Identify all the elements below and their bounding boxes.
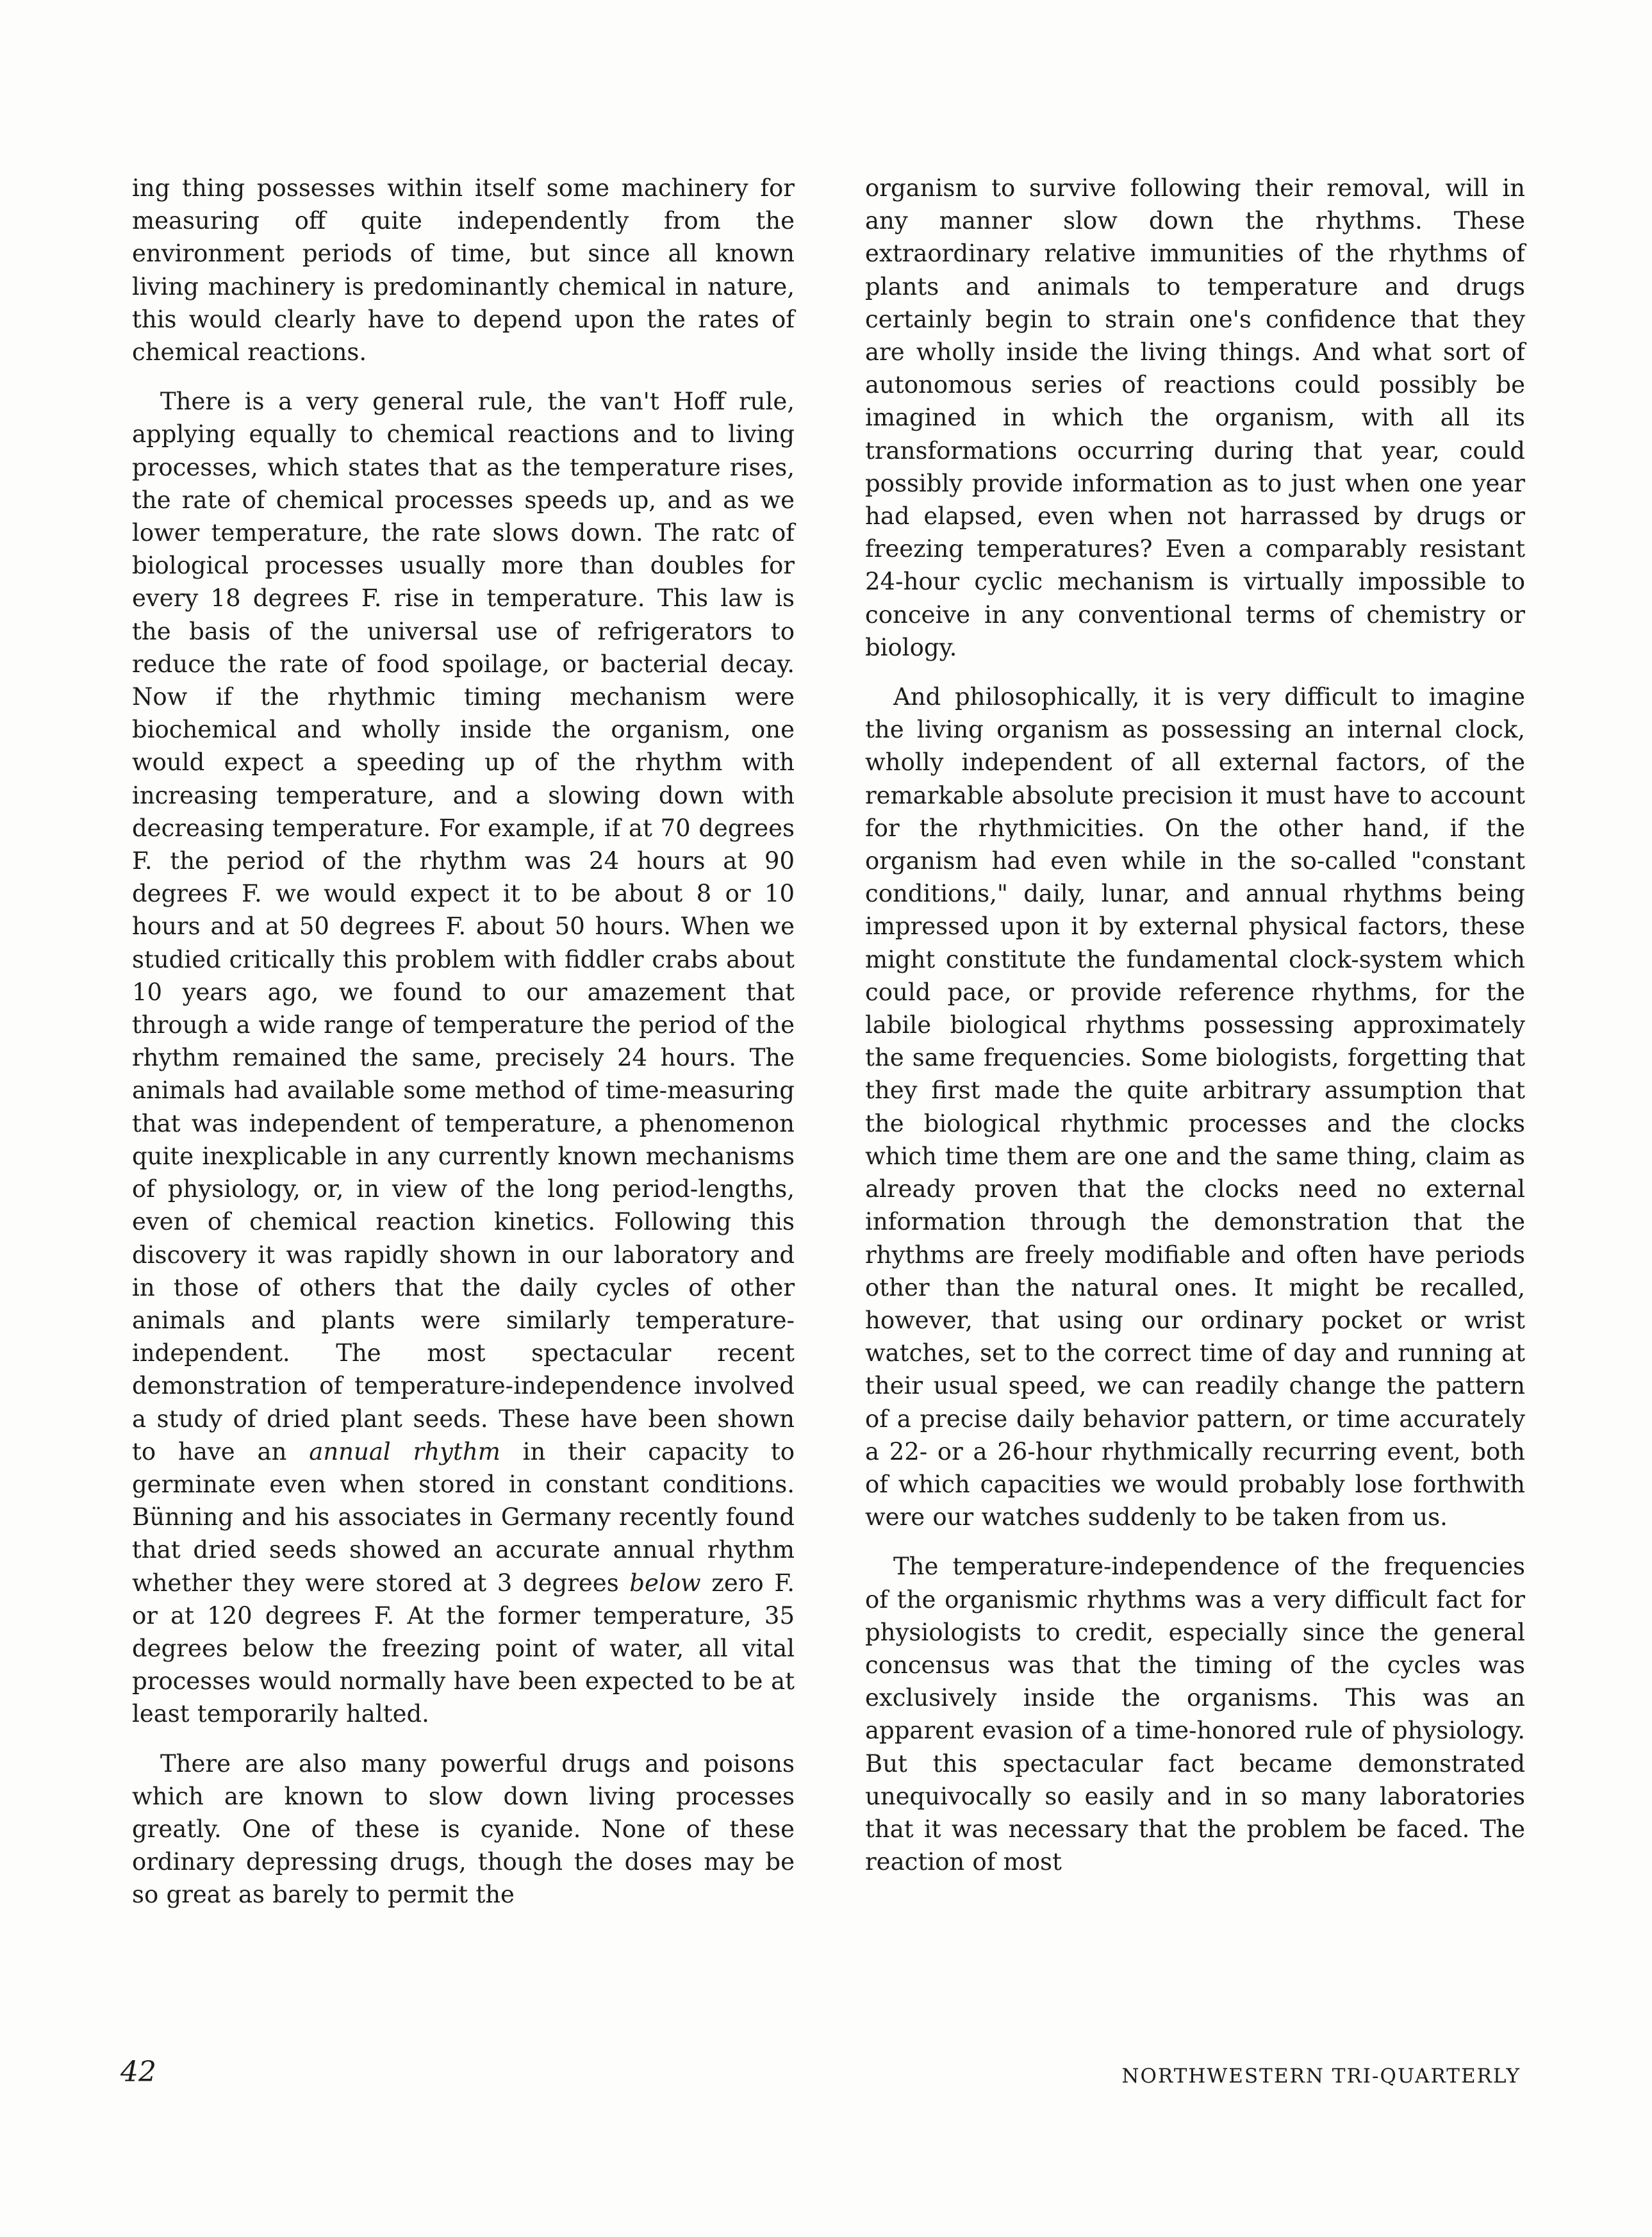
paragraph	[132, 385, 795, 1730]
left-column	[132, 172, 795, 1928]
journal-name: NORTHWESTERN TRI-QUARTERLY	[1121, 2065, 1521, 2088]
paragraph-text: zero F. or at 120 degrees F. At the former temperature, 35 degrees below the freezing point of water, all vital processes would normally have been expected to be at least temporarily halted.	[132, 1569, 795, 1728]
paragraph	[865, 681, 1525, 1533]
paragraph	[865, 172, 1525, 664]
italic-phrase: below	[629, 1569, 701, 1597]
paragraph-text: The temperature-independence of the frequencies of the organismic rhythms was a very difficult fact for physiologists to credit, especially since the general concensus was that the timing of the cycles was exclusively inside the organisms. This was an apparent evasion of a time-honored rule of physiology. But this spectacular fact became demonstrated unequivocally so easily and in so many laboratories that it was necessary that the problem be faced. The reaction of most	[865, 1553, 1525, 1876]
paragraph	[132, 172, 795, 368]
page-number: 42	[120, 2056, 156, 2088]
paragraph-text: There is a very general rule, the van't Hoff rule, applying equally to chemical reactions and to living processes, which states that as the temperature rises, the rate of chemical processes speeds up, and as we lower temperature, the rate slows down. The ratc of biological processes usually more than doubles for every 18 degrees F. rise in temperature. This law is the basis of the universal use of refrigerators to reduce the rate of food spoilage, or bacterial decay. Now if the rhythmic timing mechanism were biochemical and wholly inside the organism, one would expect a speeding up of the rhythm with increasing temperature, and a slowing down with decreasing temperature. For example, if at 70 degrees F. the period of the rhythm was 24 hours at 90 degrees F. we would expect it to be about 8 or 10 hours and at 50 degrees F. about 50 hours. When we studied critically this problem with fiddler crabs about 10 years ago, we found to our amazement that through a wide range of temperature the period of the rhythm remained the same, precisely 24 hours. The animals had available some method of time-measuring that was independent of temperature, a phenomenon quite inexplicable in any currently known mechanisms of physiology, or, in view of the long period-lengths, even of chemical reaction kinetics. Following this discovery it was rapidly shown in our laboratory and in those of others that the daily cycles of other animals and plants were similarly temperature-independent. The most spectacular recent demonstration of temperature-independence involved a study of dried plant seeds. These have been shown to have an	[132, 388, 795, 1465]
paragraph	[865, 1550, 1525, 1878]
paragraph-text: organism to survive following their removal, will in any manner slow down the rhythms. These extraordinary relative immunities of the rhythms of plants and animals to temperature and drugs certainly begin to strain one's confidence that they are wholly inside the living things. And what sort of autonomous series of reactions could possibly be imagined in which the organism, with all its transformations occurring during that year, could possibly provide information as to just when one year had elapsed, even when not harrassed by drugs or freezing temperatures? Even a comparably resistant 24-hour cyclic mechanism is virtually impossible to conceive in any conventional terms of chemistry or biology.	[865, 174, 1525, 661]
paragraph-text: in their capacity to germinate even when stored in constant conditions. Bünning and his associates in Germany recently found that dried seeds showed an accurate annual rhythm whether they were stored at 3 degrees	[132, 1437, 795, 1597]
paragraph-text: There are also many powerful drugs and poisons which are known to slow down living processes greatly. One of these is cyanide. None of these ordinary depressing drugs, though the doses may be so great as barely to permit the	[132, 1749, 795, 1909]
paragraph-text: And philosophically, it is very difficult to imagine the living organism as possessing an internal clock, wholly independent of all external factors, of the remarkable absolute precision it must have to account for the rhythmicities. On the other hand, if the organism had even while in the so-called "constant conditions," daily, lunar, and annual rhythms being impressed upon it by external physical factors, these might constitute the fundamental clock-system which could pace, or provide reference rhythms, for the labile biological rhythms possessing approximately the same frequencies. Some biologists, forgetting that they first made the quite arbitrary assumption that the biological rhythmic processes and the clocks which time them are one and the same thing, claim as already proven that the clocks need no external information through the demonstration that the rhythms are freely modifiable and often have periods other than the natural ones. It might be recalled, however, that using our ordinary pocket or wrist watches, set to the correct time of day and running at their usual speed, we can readily change the pattern of a precise daily behavior pattern, or time accurately a 22- or a 26-hour rhythmically recurring event, both of which capacities we would probably lose forthwith were our watches suddenly to be taken from us.	[865, 683, 1525, 1531]
paragraph	[132, 1747, 795, 1911]
right-column	[865, 172, 1525, 1895]
paragraph-text: ing thing possesses within itself some machinery for measuring off quite independently from the environment periods of time, but since all known living machinery is predominantly chemical in nature, this would clearly have to depend upon the rates of chemical reactions.	[132, 174, 795, 367]
italic-phrase: annual rhythm	[309, 1437, 500, 1465]
